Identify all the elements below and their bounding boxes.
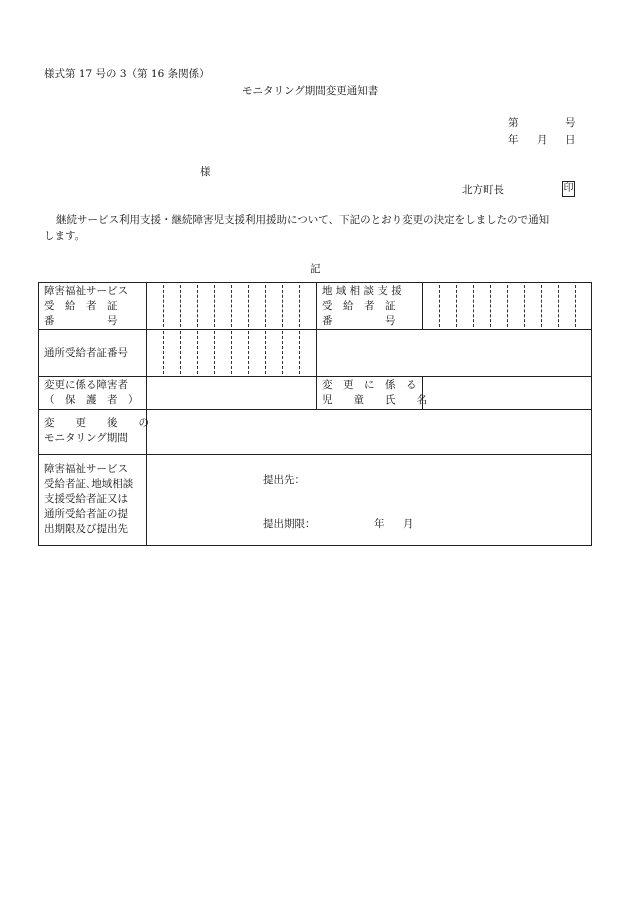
digit-separator	[282, 331, 283, 374]
label-line: 変 更 後 の	[44, 417, 149, 429]
notice-text-line2: します。	[44, 230, 86, 242]
digit-separator	[163, 331, 164, 374]
label-line	[44, 284, 141, 299]
digit-separator	[214, 285, 215, 327]
row1-middle-divider	[316, 283, 317, 329]
date-month: 月	[537, 134, 548, 146]
digit-separator	[541, 285, 542, 327]
label-line: 支援受給者証又は	[44, 493, 128, 505]
label-line: 地 域 相 談 支 援	[322, 285, 402, 297]
digit-separator	[231, 285, 232, 327]
digit-separator	[197, 331, 198, 374]
ki-heading: 記	[310, 263, 321, 275]
consultation-certificate-number-label	[322, 284, 417, 329]
row-divider	[39, 454, 591, 455]
digit-separator	[248, 285, 249, 327]
digit-separator	[265, 331, 266, 374]
digit-separator	[214, 331, 215, 374]
label-line: （ 保 護 者 ）	[44, 394, 139, 406]
digit-separator	[299, 285, 300, 327]
row-divider	[39, 376, 591, 377]
digit-separator	[299, 331, 300, 374]
label-line: 変 更 に 係 る	[322, 379, 417, 391]
service-certificate-number-label	[44, 284, 141, 329]
deadline-month: 月	[403, 518, 414, 530]
label-line: 受給者証､地域相談	[44, 478, 134, 490]
digit-separator	[575, 285, 576, 327]
digit-separator	[180, 331, 181, 374]
digit-separator	[456, 285, 457, 327]
digit-separator	[180, 285, 181, 327]
row-divider	[39, 409, 591, 410]
date-year: 年	[508, 134, 519, 146]
document-title: モニタリング期間変更通知書	[242, 85, 379, 97]
number-label-right: 号	[565, 117, 576, 129]
submit-to-label: 提出先：	[263, 474, 305, 486]
seal-mark: 印	[562, 181, 575, 197]
notice-text-line1: 継続サービス利用支援・継続障害児支援利用援助について、下記のとおり変更の決定をしましたので通知	[56, 214, 550, 226]
child-name-label	[322, 378, 427, 408]
digit-separator	[197, 285, 198, 327]
digit-separator	[231, 331, 232, 374]
label-line: 受 給 者 証	[44, 300, 118, 312]
row1-right-label-divider	[422, 283, 423, 329]
label-column-divider	[146, 283, 147, 545]
digit-separator	[473, 285, 474, 327]
deadline-year: 年	[374, 518, 385, 530]
monitoring-period-label	[44, 416, 149, 446]
digit-separator	[439, 285, 440, 327]
notification-table	[38, 282, 592, 546]
label-line: モニタリング期間	[44, 432, 128, 444]
digit-separator	[490, 285, 491, 327]
digit-separator	[282, 285, 283, 327]
digit-separator	[507, 285, 508, 327]
form-number: 様式第 17 号の 3（第 16 条関係）	[44, 68, 210, 80]
submission-deadline-label	[44, 462, 133, 537]
label-line: 変更に係る障害者	[44, 379, 128, 391]
label-line: 児 童 氏 名	[322, 394, 427, 406]
number-label-left: 第	[508, 117, 519, 129]
label-line: 受 給 者 証	[322, 300, 396, 312]
day-service-certificate-number-label: 通所受給者証番号	[44, 347, 128, 359]
row2-middle-divider	[316, 329, 317, 376]
digit-separator	[248, 331, 249, 374]
issuer-name: 北方町長	[462, 184, 504, 196]
row-divider	[39, 329, 591, 330]
label-line: 番 号	[44, 315, 118, 327]
row3-middle-divider	[316, 376, 317, 409]
disabled-person-label	[44, 378, 139, 408]
label-line: 出期限及び提出先	[44, 523, 128, 535]
date-day: 日	[565, 134, 576, 146]
label-line: 障害福祉サービス	[44, 463, 128, 475]
deadline-label: 提出期限：	[263, 518, 316, 530]
addressee-suffix: 様	[200, 166, 211, 178]
digit-separator	[558, 285, 559, 327]
digit-separator	[265, 285, 266, 327]
label-text: 障害福祉サービス	[44, 285, 128, 297]
digit-separator	[163, 285, 164, 327]
digit-separator	[524, 285, 525, 327]
label-line: 通所受給者証の提	[44, 508, 128, 520]
label-line: 番 号	[322, 315, 396, 327]
